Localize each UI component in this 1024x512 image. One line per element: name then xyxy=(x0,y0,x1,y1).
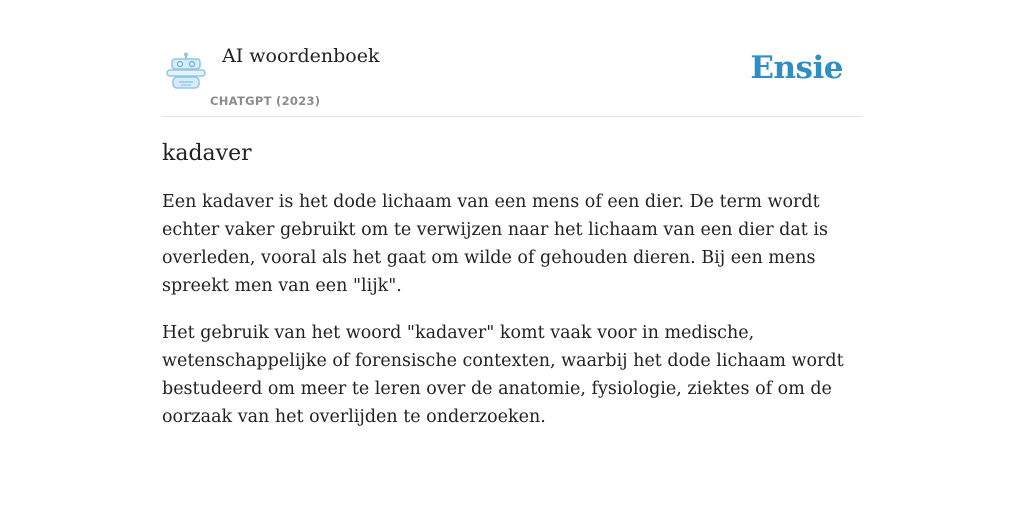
definition-paragraph: Een kadaver is het dode lichaam van een mens of een dier. De term wordt echter vaker gebruikt om te verwijzen naar het lichaam van een dier dat is overleden, vooral als het gaat om wilde of gehouden dieren. Bij een mens spreekt men van een "lijk". xyxy=(162,192,828,296)
source-meta: CHATGPT (2023) xyxy=(210,94,321,108)
entry-term: kadaver xyxy=(162,141,252,166)
dictionary-card xyxy=(162,36,862,431)
brand-logo[interactable]: Ensie xyxy=(750,50,843,86)
entry-definition xyxy=(162,188,862,431)
source-name: AI woordenboek xyxy=(222,45,380,67)
source-header xyxy=(162,36,862,117)
definition-paragraph: Het gebruik van het woord "kadaver" komt vaak voor in medische, wetenschappelijke of forensische contexten, waarbij het dode lichaam wordt bestudeerd om meer te leren over de anatomie, fysiologie, ziektes of om de oorzaak van het overlijden te onderzoeken. xyxy=(162,323,844,427)
robot-icon xyxy=(165,52,207,90)
